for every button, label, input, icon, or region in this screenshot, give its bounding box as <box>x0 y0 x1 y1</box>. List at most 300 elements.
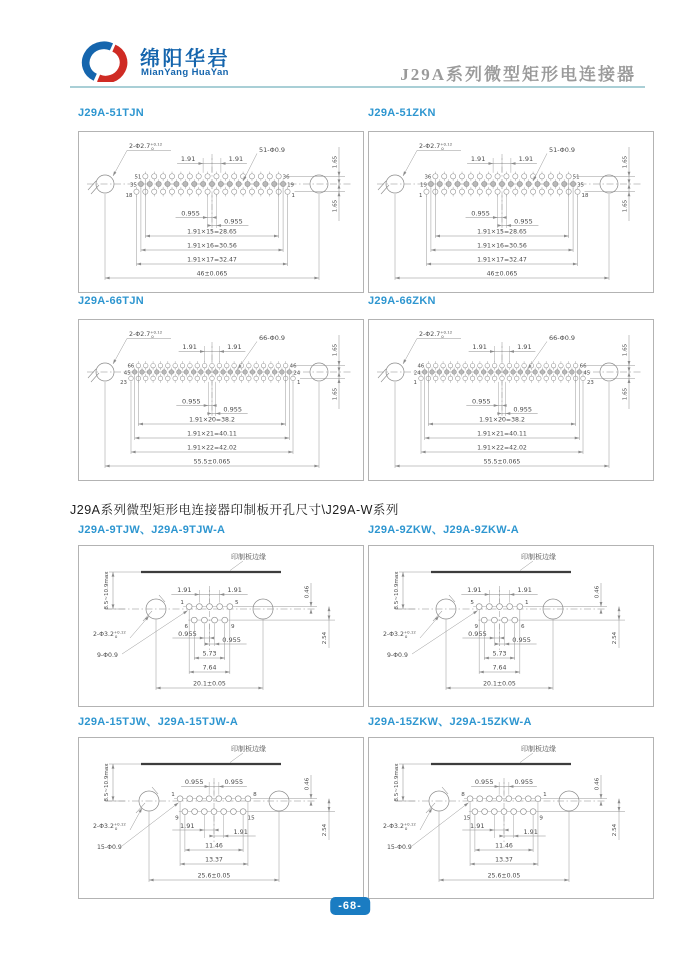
pin-hole <box>267 189 272 194</box>
pin-hole <box>581 376 586 381</box>
pin-number: 9 <box>539 815 543 822</box>
arrowhead <box>113 171 116 176</box>
pin-number: 19 <box>287 182 294 189</box>
pin-hole <box>134 189 139 194</box>
panel-j29a-15zkw <box>368 713 652 899</box>
arrowhead <box>618 615 621 620</box>
pin-number: 35 <box>130 182 137 189</box>
dim-half-right: 0.955 <box>224 217 243 226</box>
pin-hole <box>254 181 259 186</box>
pin-hole <box>486 189 491 194</box>
technical-drawing <box>369 738 653 898</box>
pin-hole <box>520 809 526 815</box>
pin-hole <box>511 809 517 815</box>
pin-hole <box>517 181 522 186</box>
pin-number: 9 <box>230 624 235 631</box>
arrowhead <box>502 216 507 219</box>
pin-hole <box>214 174 219 179</box>
pin-hole <box>192 181 197 186</box>
hatch-mark <box>378 181 386 190</box>
arrowhead <box>421 451 426 454</box>
pin-hole <box>548 174 553 179</box>
arrowhead <box>403 359 406 364</box>
pin-hole <box>280 181 285 186</box>
pin-hole <box>442 189 447 194</box>
dim-span-label: 5.73 <box>492 650 507 658</box>
pin-hole <box>476 604 482 610</box>
pin-hole <box>441 376 446 381</box>
pin-hole <box>187 174 192 179</box>
pin-hole <box>474 370 479 375</box>
pin-hole <box>197 796 203 802</box>
arrowhead <box>149 879 154 882</box>
arrowhead <box>628 179 631 184</box>
pin-hole <box>507 604 513 610</box>
dim-offset-bottom: 1.65 <box>622 199 629 213</box>
page-number-badge: -68- <box>330 897 370 915</box>
panel-j29a-66zkn <box>368 295 652 481</box>
dim-half-right: 0.955 <box>513 405 532 414</box>
pin-hole <box>559 376 564 381</box>
arrowhead <box>484 657 489 660</box>
dim-pitch-right: 1.91 <box>228 155 244 163</box>
pin-hole <box>555 370 560 375</box>
dim-bottom-right: 1.91 <box>523 828 538 836</box>
pin-hole <box>544 376 549 381</box>
pcb-layout-drawing <box>369 738 653 898</box>
pin-hole <box>166 376 171 381</box>
drawing-frame <box>78 545 364 707</box>
pin-hole <box>209 181 214 186</box>
pin-hole <box>553 181 558 186</box>
pin-hole <box>451 174 456 179</box>
pin-hole <box>184 370 189 375</box>
pin-hole <box>426 363 431 368</box>
pin-hole <box>162 370 167 375</box>
pin-hole <box>276 376 281 381</box>
arrowhead <box>219 785 224 788</box>
arrowhead <box>628 378 631 383</box>
arrowhead <box>510 657 515 660</box>
pin-number: 35 <box>577 182 584 189</box>
arrowhead <box>479 671 484 674</box>
dim-top-right: 0.955 <box>224 778 244 786</box>
pin-hole <box>502 617 508 623</box>
arrowhead <box>203 216 208 219</box>
pin-hole <box>240 809 246 815</box>
arrowhead <box>504 829 509 832</box>
panel-j29a-51tjn <box>78 107 362 293</box>
pin-hole <box>239 376 244 381</box>
connector-face-drawing <box>369 132 653 292</box>
arrowhead <box>195 593 200 596</box>
pin-number: 46 <box>289 363 297 370</box>
arrowhead <box>338 179 341 184</box>
pin-hole <box>496 370 501 375</box>
dim-span-label: 1.91×21=40.11 <box>187 430 237 438</box>
pin-hole <box>575 189 580 194</box>
dim-top-left: 0.955 <box>474 778 494 786</box>
pin-hole <box>267 174 272 179</box>
pin-hole <box>508 181 513 186</box>
pin-hole <box>217 376 222 381</box>
arrowhead <box>509 350 514 353</box>
pin-hole <box>557 174 562 179</box>
dim-row-gap: 2.54 <box>322 631 328 645</box>
pin-hole <box>570 370 575 375</box>
arrowhead <box>395 277 400 280</box>
dim-span-label: 7.64 <box>492 664 507 672</box>
dim-pitch-right: 1.91 <box>518 155 534 163</box>
dim-half-left: 0.955 <box>471 209 490 218</box>
pin-hole <box>214 189 219 194</box>
arrowhead <box>194 657 199 660</box>
panel-title: J29A-15ZKW、J29A-15ZKW-A <box>368 716 532 728</box>
pin-hole <box>188 376 193 381</box>
pin-hole <box>254 376 259 381</box>
leader-line <box>122 803 179 846</box>
pin-hole <box>444 370 449 375</box>
dim-span-label: 1.91×22=42.02 <box>187 444 237 452</box>
pin-hole <box>467 370 472 375</box>
panel-title: J29A-15TJW、J29A-15TJW-A <box>78 716 239 728</box>
pin-hole <box>202 363 207 368</box>
callout-pin-holes: 15-Φ0.9 <box>97 844 122 851</box>
pin-hole <box>507 376 512 381</box>
pin-hole <box>537 363 542 368</box>
pin-hole <box>169 370 174 375</box>
dim-span-label: 55.5±0.065 <box>483 458 521 466</box>
callout-pin-holes: 51-Φ0.9 <box>259 146 286 154</box>
arrowhead <box>428 423 433 426</box>
pin-hole <box>213 370 218 375</box>
arrowhead <box>464 803 469 807</box>
hatch-mark <box>88 369 96 378</box>
pin-number: 15 <box>463 815 471 822</box>
pin-hole <box>243 370 248 375</box>
pin-hole <box>161 189 166 194</box>
dim-board-height: 8.5~10.9max <box>394 571 400 610</box>
arrowhead <box>105 277 110 280</box>
pin-hole <box>487 796 493 802</box>
pin-number: 15 <box>247 815 255 822</box>
panel-title: J29A-9ZKW、J29A-9ZKW-A <box>368 524 519 536</box>
pin-hole <box>232 174 237 179</box>
pin-hole <box>433 363 438 368</box>
pin-number: 66 <box>579 363 587 370</box>
pin-hole <box>254 363 259 368</box>
pin-hole <box>216 796 222 802</box>
pcb-edge-label: 印制板边缘 <box>231 553 266 561</box>
pin-hole <box>187 796 193 802</box>
logo-blue-swirl <box>81 42 119 79</box>
pin-number: 1 <box>180 600 184 607</box>
arrowhead <box>112 764 115 769</box>
pin-number: 45 <box>123 370 131 377</box>
arrowhead <box>600 801 603 806</box>
pin-hole <box>533 370 538 375</box>
arrowhead <box>564 879 569 882</box>
dim-span-label: 13.37 <box>205 856 223 864</box>
panel-j29a-15tjw <box>78 713 362 899</box>
callout-mount-holes: $2-\Phi 2.7^{+0.12}$ 0 <box>419 141 453 152</box>
pin-hole <box>222 617 228 623</box>
pin-number: 66 <box>127 363 135 370</box>
arrowhead <box>199 162 204 165</box>
dim-span-label: 7.64 <box>202 664 217 672</box>
pin-hole <box>236 181 241 186</box>
pin-hole <box>559 363 564 368</box>
arrowhead <box>139 808 142 813</box>
pin-hole <box>196 189 201 194</box>
arrowhead <box>221 162 226 165</box>
pin-number: 6 <box>520 624 525 631</box>
callout-mount-holes: $2-\Phi 3.2^{+0.12}$ 0 <box>383 821 416 832</box>
pin-hole <box>143 363 148 368</box>
pin-hole <box>482 809 488 815</box>
pin-number: 1 <box>297 379 301 386</box>
connector-face-drawing <box>79 132 363 292</box>
pin-hole <box>224 363 229 368</box>
dim-half-left: 0.955 <box>472 397 491 406</box>
pin-hole <box>221 370 226 375</box>
pin-hole <box>478 363 483 368</box>
arrowhead <box>278 249 283 252</box>
arrowhead <box>575 437 580 440</box>
arrowhead <box>138 423 143 426</box>
pin-hole <box>217 363 222 368</box>
panel-j29a-51zkn <box>368 107 652 293</box>
arrowhead <box>505 643 510 646</box>
pin-hole <box>151 363 156 368</box>
arrowhead <box>506 224 511 227</box>
callout-pin-holes: 66-Φ0.9 <box>549 334 576 342</box>
pin-hole <box>452 370 457 375</box>
arrowhead <box>310 794 313 799</box>
arrowhead <box>402 572 405 577</box>
pin-hole <box>486 174 491 179</box>
pin-hole <box>522 363 527 368</box>
panel-title: J29A-9TJW、J29A-9TJW-A <box>78 524 226 536</box>
pin-hole <box>481 617 487 623</box>
pin-hole <box>477 189 482 194</box>
pin-hole <box>221 809 227 815</box>
dim-span-label: 1.91×17=32.47 <box>187 256 237 264</box>
arrowhead <box>568 249 573 252</box>
pin-number: 51 <box>572 174 580 181</box>
pin-hole <box>158 363 163 368</box>
arrowhead <box>112 572 115 577</box>
drawing-frame <box>78 319 364 481</box>
pin-hole <box>437 370 442 375</box>
drawing-frame <box>368 131 654 293</box>
pin-hole <box>548 189 553 194</box>
pin-number: 51 <box>134 174 142 181</box>
arrowhead <box>183 611 188 615</box>
pin-hole <box>227 181 232 186</box>
pin-hole <box>514 376 519 381</box>
arrowhead <box>200 829 205 832</box>
pin-hole <box>495 189 500 194</box>
arrowhead <box>439 879 444 882</box>
arrowhead <box>328 807 331 812</box>
pin-hole <box>191 370 196 375</box>
dim-offset-bottom: 1.65 <box>622 387 629 401</box>
arrowhead <box>431 249 436 252</box>
pin-hole <box>174 181 179 186</box>
pin-hole <box>156 181 161 186</box>
arrowhead <box>426 263 431 266</box>
pin-hole <box>245 181 250 186</box>
pin-hole <box>223 189 228 194</box>
pin-hole <box>485 376 490 381</box>
pin-number: 1 <box>171 792 175 799</box>
dim-offset-top: 1.65 <box>622 155 629 169</box>
panel-title: J29A-66TJN <box>78 295 144 307</box>
pin-hole <box>468 189 473 194</box>
pin-hole <box>285 189 290 194</box>
arrowhead <box>310 602 313 607</box>
technical-drawing <box>369 320 653 480</box>
arrowhead <box>212 404 217 407</box>
dim-row-gap: 2.54 <box>612 823 618 837</box>
pin-hole <box>473 181 478 186</box>
pin-hole <box>235 370 240 375</box>
pin-number: 46 <box>417 363 425 370</box>
pin-hole <box>535 181 540 186</box>
pin-hole <box>158 376 163 381</box>
pin-hole <box>180 363 185 368</box>
pin-number: 36 <box>424 174 432 181</box>
pin-hole <box>459 189 464 194</box>
arrowhead <box>489 162 494 165</box>
arrowhead <box>628 192 631 197</box>
dim-top-left: 0.955 <box>184 778 204 786</box>
arrowhead <box>212 216 217 219</box>
arrowhead <box>210 637 215 640</box>
pin-number: 1 <box>543 792 547 799</box>
pin-hole <box>132 370 137 375</box>
arrowhead <box>618 807 621 812</box>
pin-hole <box>525 796 531 802</box>
arrowhead <box>604 465 609 468</box>
arrowhead <box>475 849 480 852</box>
pin-hole <box>566 363 571 368</box>
callout-mount-holes: $2-\Phi 3.2^{+0.12}$ 0 <box>93 629 126 640</box>
arrowhead <box>113 359 116 364</box>
dim-half-right: 0.955 <box>223 405 242 414</box>
arrowhead <box>204 404 209 407</box>
pin-hole <box>211 809 217 815</box>
dim-span-label: 46±0.065 <box>486 270 518 278</box>
pin-hole <box>492 376 497 381</box>
pin-hole <box>232 363 237 368</box>
pin-hole <box>500 363 505 368</box>
pin-hole <box>464 181 469 186</box>
arrowhead <box>216 412 221 415</box>
pin-hole <box>481 370 486 375</box>
arrowhead <box>604 277 609 280</box>
pcb-layout-drawing <box>79 546 363 706</box>
arrowhead <box>548 687 553 690</box>
pin-hole <box>557 189 562 194</box>
pin-hole <box>467 796 473 802</box>
arrowhead <box>490 350 495 353</box>
dim-row-gap: 2.54 <box>322 823 328 837</box>
pin-hole <box>463 363 468 368</box>
pin-hole <box>530 189 535 194</box>
arrowhead <box>338 372 341 377</box>
arrowhead <box>338 172 341 177</box>
arrowhead <box>502 404 507 407</box>
arrowhead <box>145 235 150 238</box>
pin-hole <box>207 604 213 610</box>
pin-hole <box>448 363 453 368</box>
pin-hole <box>188 363 193 368</box>
pin-hole <box>276 174 281 179</box>
arrowhead <box>500 637 505 640</box>
technical-drawing <box>79 546 363 706</box>
dim-offset-top: 1.65 <box>332 155 339 169</box>
dim-row-gap: 2.54 <box>612 631 618 645</box>
arrowhead <box>285 437 290 440</box>
pin-hole <box>154 370 159 375</box>
callout-mount-holes: $2-\Phi 2.7^{+0.12}$ 0 <box>419 329 453 340</box>
pin-hole <box>455 181 460 186</box>
pin-hole <box>186 604 192 610</box>
arrowhead <box>395 465 400 468</box>
dim-row-offset: 0.46 <box>594 777 601 791</box>
dim-top-right: 1.91 <box>517 586 532 594</box>
dim-board-height: 8.5~10.9max <box>394 763 400 802</box>
dim-half-left: 0.955 <box>182 397 201 406</box>
arrowhead <box>490 637 495 640</box>
arrowhead <box>533 863 538 866</box>
callout-pin-holes: 15-Φ0.9 <box>387 844 412 851</box>
arrowhead <box>214 829 219 832</box>
pin-hole <box>206 370 211 375</box>
pin-hole <box>191 617 197 623</box>
pin-hole <box>226 796 232 802</box>
pin-number: 23 <box>587 379 594 386</box>
dim-span-label: 1.91×21=40.11 <box>477 430 527 438</box>
pin-hole <box>517 604 523 610</box>
pin-hole <box>182 809 188 815</box>
hatch-mark <box>88 181 96 190</box>
arrowhead <box>628 372 631 377</box>
technical-drawing <box>79 320 363 480</box>
pin-hole <box>258 174 263 179</box>
pin-number: 1 <box>525 600 529 607</box>
pin-hole <box>183 181 188 186</box>
arrowhead <box>514 835 519 838</box>
pin-hole <box>151 376 156 381</box>
pin-hole <box>518 370 523 375</box>
pin-number: 1 <box>291 193 295 200</box>
pin-hole <box>196 174 201 179</box>
dim-offset-bottom: 1.65 <box>332 199 339 213</box>
pin-hole <box>272 370 277 375</box>
callout-pin-holes: 66-Φ0.9 <box>259 334 286 342</box>
arrowhead <box>274 235 279 238</box>
pin-hole <box>169 189 174 194</box>
pin-hole <box>177 796 183 802</box>
pin-hole <box>261 363 266 368</box>
pin-hole <box>470 363 475 368</box>
arrowhead <box>338 184 341 189</box>
pin-hole <box>147 181 152 186</box>
pin-number: 18 <box>125 193 133 200</box>
